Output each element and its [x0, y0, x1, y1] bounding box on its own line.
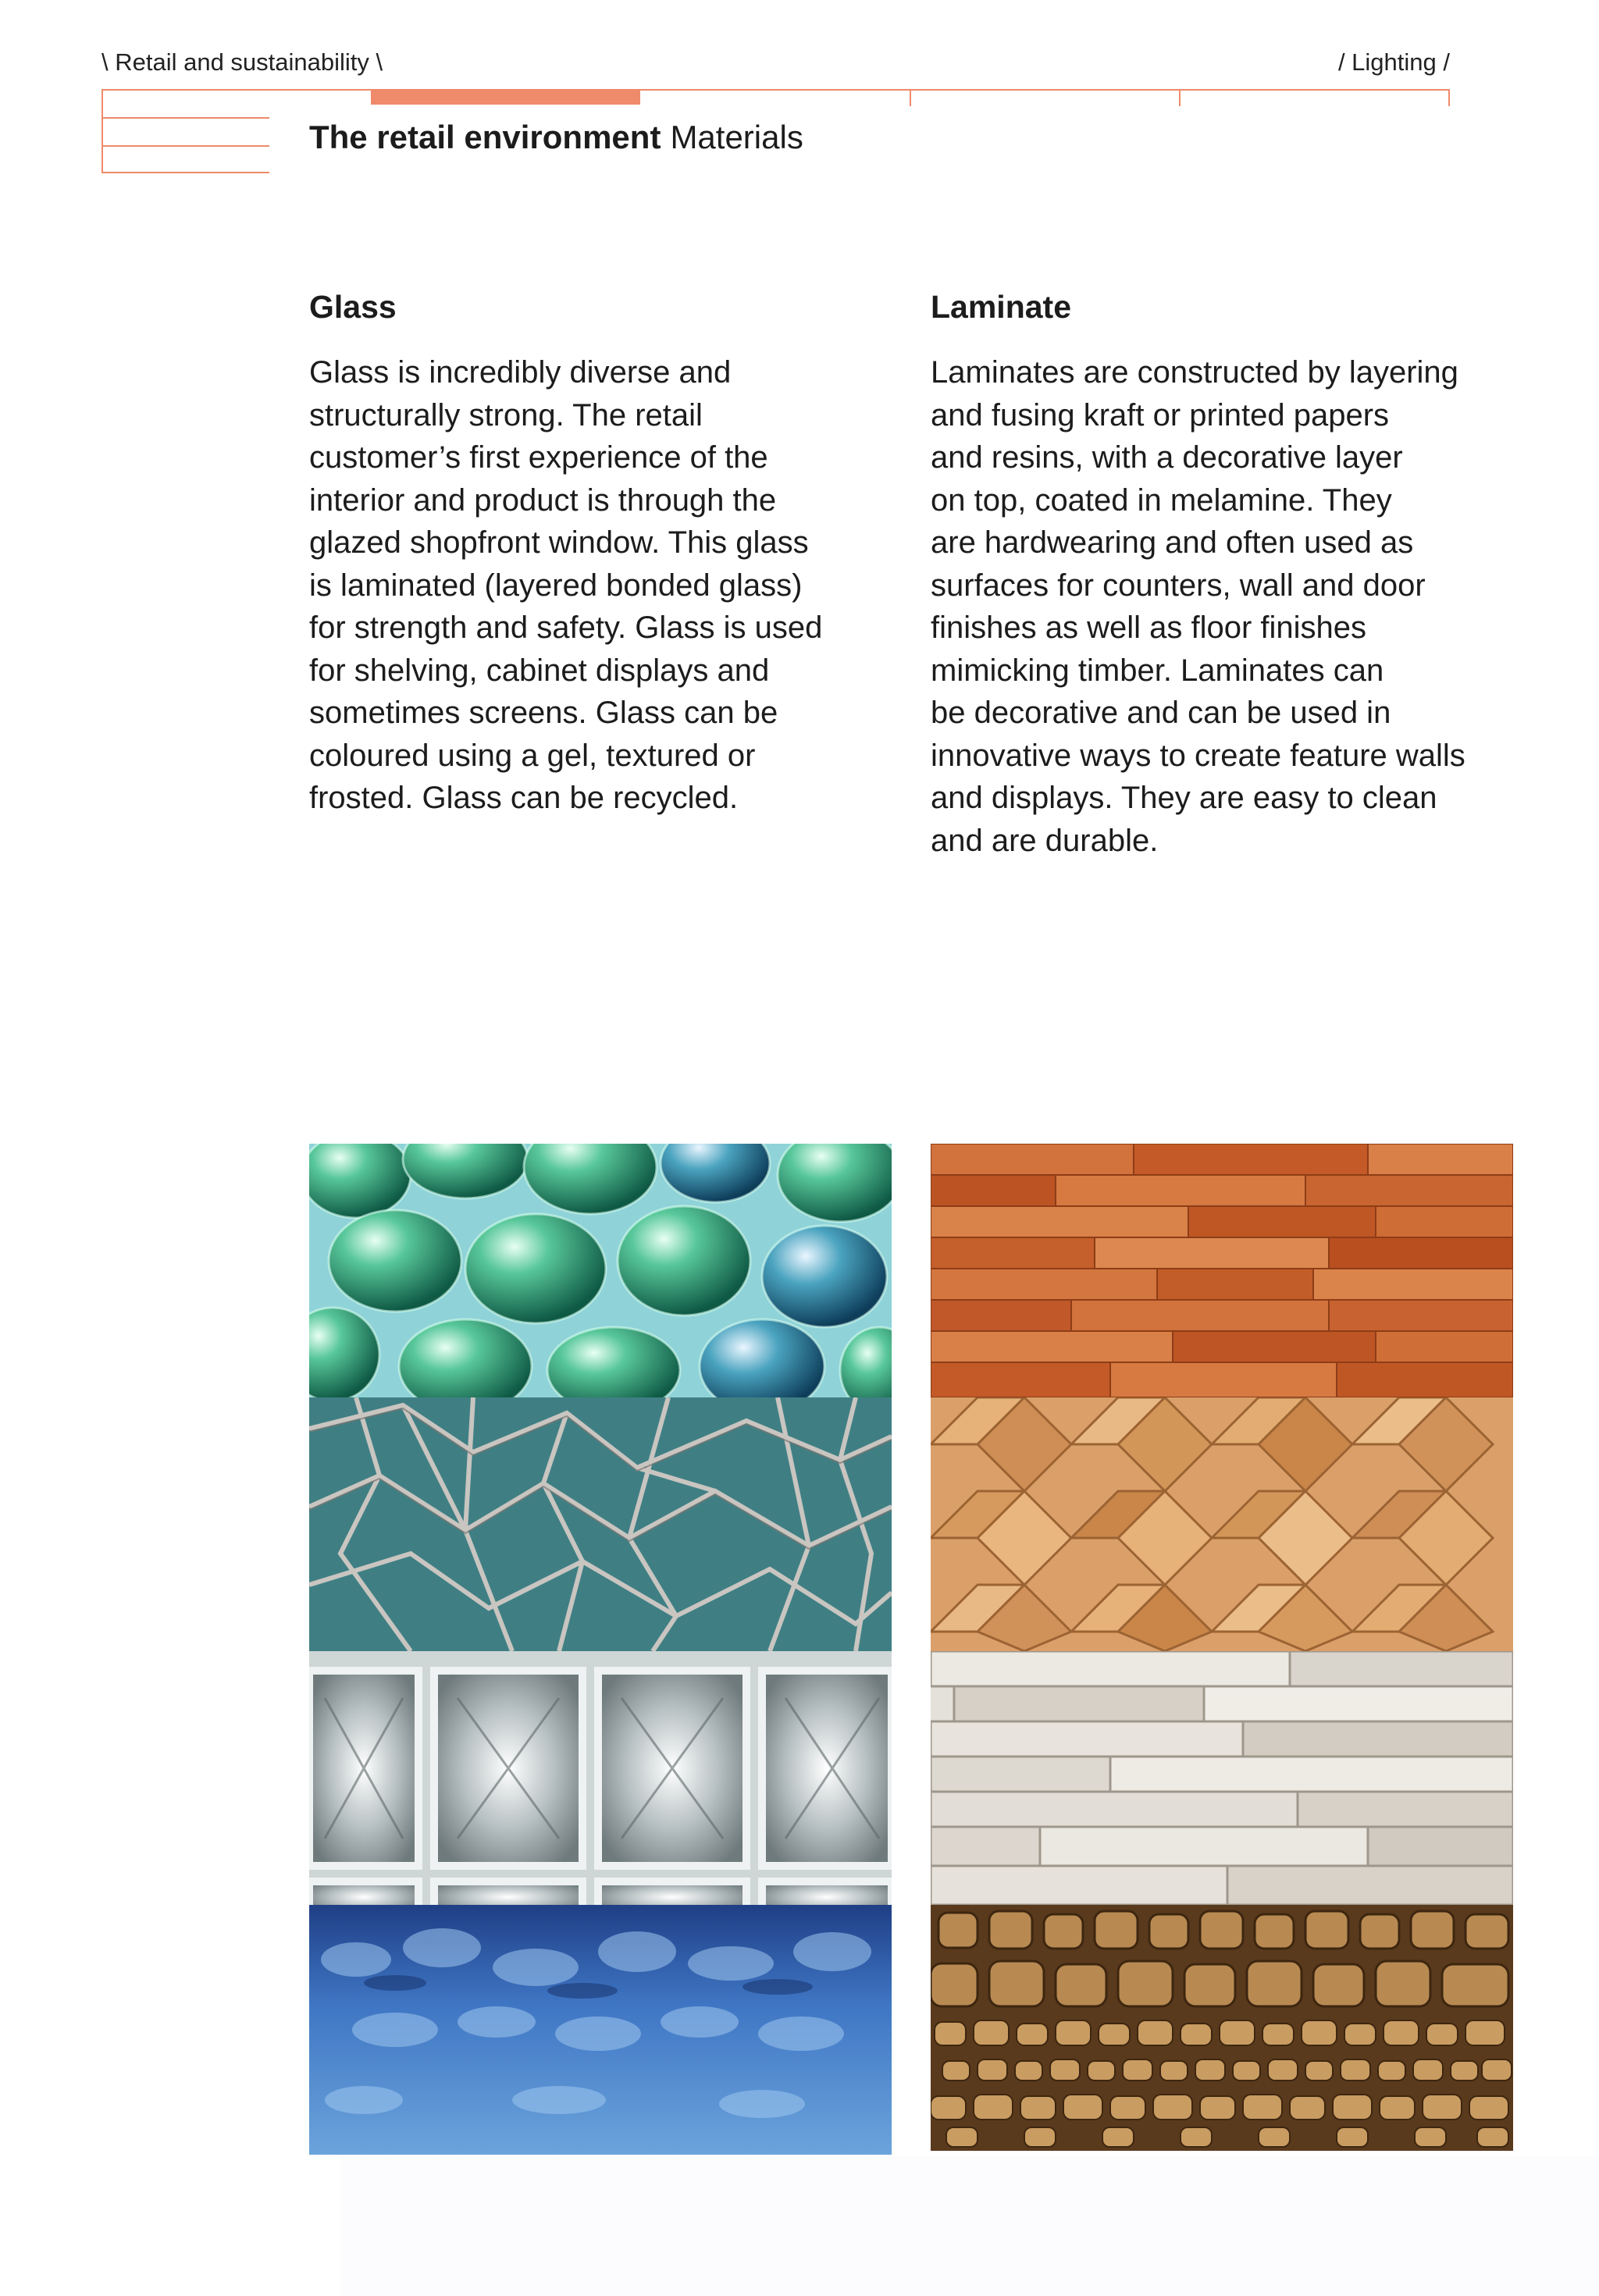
glass-block-image [309, 1651, 892, 1905]
running-head-left: \ Retail and sustainability \ [101, 48, 383, 76]
laminate-body: Laminates are constructed by layering and fusing kraft or printed papers and resins, with a decorative layer on top, coated in melamine. They are hardwearing and often used as surfaces for counters, wall and door finishes as well as floor finishes mimicking timber. Laminates can be decorative and can be used in innovative ways to create feature walls and displays. They are easy to clean and are durable. [931, 355, 1465, 858]
running-head-right: / Lighting / [1337, 48, 1450, 76]
glass-pebbles-image [309, 1144, 892, 1397]
laminate-planks-orange-image [931, 1144, 1513, 1397]
section-title-sub: Materials [670, 119, 803, 155]
section-title [309, 119, 803, 156]
glass-mosaic-image [309, 1397, 892, 1651]
laminate-heading: Laminate [931, 289, 1071, 325]
active-section-tab [371, 89, 640, 105]
glass-textured-blue-image [309, 1905, 892, 2155]
laminate-whitewash-image [931, 1651, 1513, 1905]
laminate-croc-texture-image [931, 1905, 1513, 2151]
glass-heading: Glass [309, 289, 397, 325]
page-bottom-shade [340, 2156, 1599, 2296]
glass-body: Glass is incredibly diverse and structurally strong. The retail customer’s first experience of the interior and product is through the glazed shopfront window. This glass is laminated (layered bonded glass) for strength and safety. Glass is used for shelving, cabinet displays and sometimes screens. Glass can be coloured using a gel, textured or frosted. Glass can be recycled. [309, 355, 823, 815]
laminate-herringbone-image [931, 1397, 1513, 1651]
section-title-main: The retail environment [309, 119, 661, 155]
